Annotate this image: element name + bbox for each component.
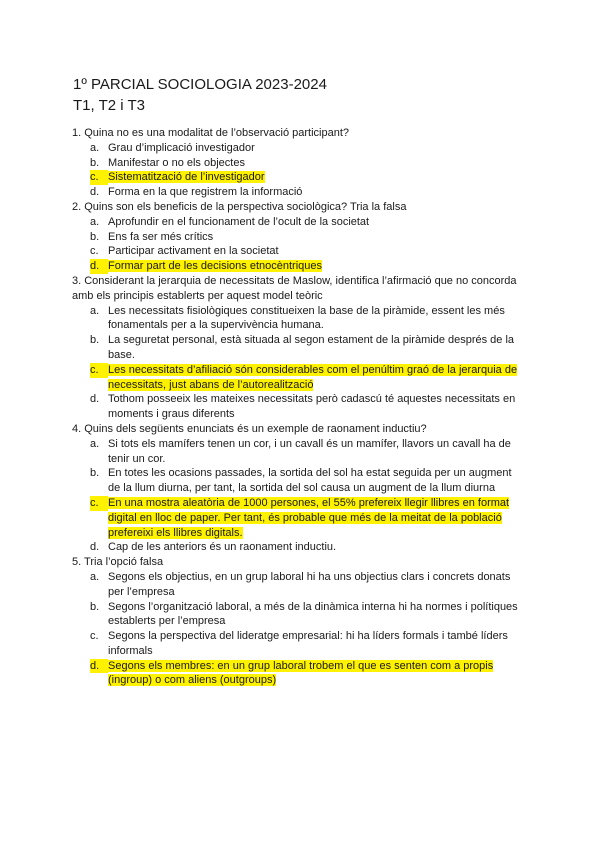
option-a	[72, 570, 524, 600]
option-text: Les necessitats d’afiliació són considerables com el penúltim graó de la jerarquia de necessitats, just abans de l’autorealització	[108, 363, 518, 391]
option-c	[72, 244, 524, 259]
options-list	[72, 437, 524, 555]
option-text: Tothom posseeix les mateixes necessitats però cadascú té aquestes necessitats en moments i graus diferents	[108, 393, 516, 421]
option-d-highlighted	[72, 259, 524, 274]
options-list	[72, 141, 524, 200]
option-c	[72, 629, 524, 659]
exam-subtitle: T1, T2 i T3	[73, 97, 145, 114]
option-letter: b.	[90, 600, 100, 613]
option-a	[72, 141, 524, 156]
option-letter: c.	[90, 170, 108, 185]
option-b	[72, 600, 524, 630]
question-text: 1. Quina no es una modalitat de l’observació participant?	[72, 127, 350, 139]
option-d	[72, 540, 524, 555]
option-d	[72, 185, 524, 200]
option-text: Manifestar o no els objectes	[108, 156, 245, 169]
option-letter: c.	[90, 363, 108, 378]
option-text: La seguretat personal, està situada al segon estament de la piràmide després de la base.	[108, 334, 515, 361]
option-b	[72, 333, 524, 363]
option-letter: d.	[90, 393, 100, 406]
option-text: En totes les ocasions passades, la sortida del sol ha estat seguida per un augment de la llum diurna, per tant, la sortida del sol causa un augment de la llum diurna	[108, 467, 512, 495]
option-text: Formar part de les decisions etnocèntriques	[108, 260, 322, 273]
option-letter: a.	[90, 570, 100, 583]
questions-list	[72, 126, 524, 688]
question-1	[72, 126, 524, 200]
option-letter: c.	[90, 630, 99, 643]
option-text: En una mostra aleatòria de 1000 persones, el 55% prefereix llegir llibres en format digital en lloc de paper. Per tant, és probable que més de la meitat de la població prefereixi els llibres digitals.	[108, 496, 510, 539]
options-list	[72, 304, 524, 422]
option-d-highlighted	[72, 659, 524, 689]
option-b	[72, 230, 524, 245]
option-letter: c.	[90, 245, 99, 258]
option-b	[72, 156, 524, 171]
option-d	[72, 392, 524, 422]
option-c-highlighted	[72, 363, 524, 393]
option-letter: d.	[90, 186, 100, 199]
option-letter: b.	[90, 230, 100, 243]
option-c-highlighted	[72, 170, 524, 185]
option-letter: a.	[90, 141, 100, 154]
question-text: 4. Quins dels següents enunciats és un exemple de raonament inductiu?	[72, 422, 427, 435]
option-a	[72, 437, 524, 467]
option-letter: d.	[90, 659, 108, 674]
option-text: Forma en la que registrem la informació	[108, 186, 303, 199]
options-list	[72, 215, 524, 274]
option-letter: d.	[90, 541, 100, 554]
question-3	[72, 274, 524, 422]
option-text: Sistematització de l’investigador	[108, 171, 265, 184]
option-letter: c.	[90, 496, 108, 511]
option-letter: b.	[90, 467, 100, 480]
option-letter: b.	[90, 156, 100, 169]
option-c-highlighted	[72, 496, 524, 540]
exam-title: 1º PARCIAL SOCIOLOGIA 2023-2024	[73, 76, 327, 93]
option-a	[72, 304, 524, 334]
option-letter: d.	[90, 259, 108, 274]
option-text: Les necessitats fisiològiques constitueixen la base de la piràmide, essent les més fonamentals per a la supervivència humana.	[108, 304, 505, 332]
option-text: Segons els membres: en un grup laboral trobem el que es senten com a propis (ingroup) o com aliens (outgroups)	[108, 659, 494, 687]
option-text: Segons la perspectiva del lideratge empresarial: hi ha líders formals i també líders informals	[108, 630, 508, 657]
option-letter: a.	[90, 215, 100, 228]
option-text: Segons l’organització laboral, a més de la dinàmica interna hi ha normes i polítiques establerts per l’empresa	[108, 600, 518, 628]
question-2	[72, 200, 524, 274]
question-text: 5. Tria l’opció falsa	[72, 556, 164, 569]
option-text: Cap de les anteriors és un raonament inductiu.	[108, 541, 337, 554]
option-text: Participar activament en la societat	[108, 245, 279, 258]
option-text: Segons els objectius, en un grup laboral hi ha uns objectius clars i concrets donats per l’empresa	[108, 570, 511, 598]
options-list	[72, 570, 524, 688]
option-b	[72, 466, 524, 496]
option-text: Ens fa ser més crítics	[108, 230, 214, 243]
option-a	[72, 215, 524, 230]
question-text: 3. Considerant la jerarquia de necessitats de Maslow, identifica l’afirmació que no concorda amb els principis establerts per aquest model teòric	[72, 274, 517, 302]
option-text: Si tots els mamífers tenen un cor, i un cavall és un mamífer, llavors un cavall ha de tenir un cor.	[108, 437, 511, 465]
option-letter: b.	[90, 334, 100, 347]
question-4	[72, 422, 524, 555]
option-text: Aprofundir en el funcionament de l’ocult de la societat	[108, 215, 370, 228]
question-text: 2. Quins son els beneficis de la perspectiva sociològica? Tria la falsa	[72, 200, 407, 213]
option-letter: a.	[90, 437, 100, 450]
option-text: Grau d’implicació investigador	[108, 141, 255, 154]
question-5	[72, 555, 524, 688]
option-letter: a.	[90, 304, 100, 317]
